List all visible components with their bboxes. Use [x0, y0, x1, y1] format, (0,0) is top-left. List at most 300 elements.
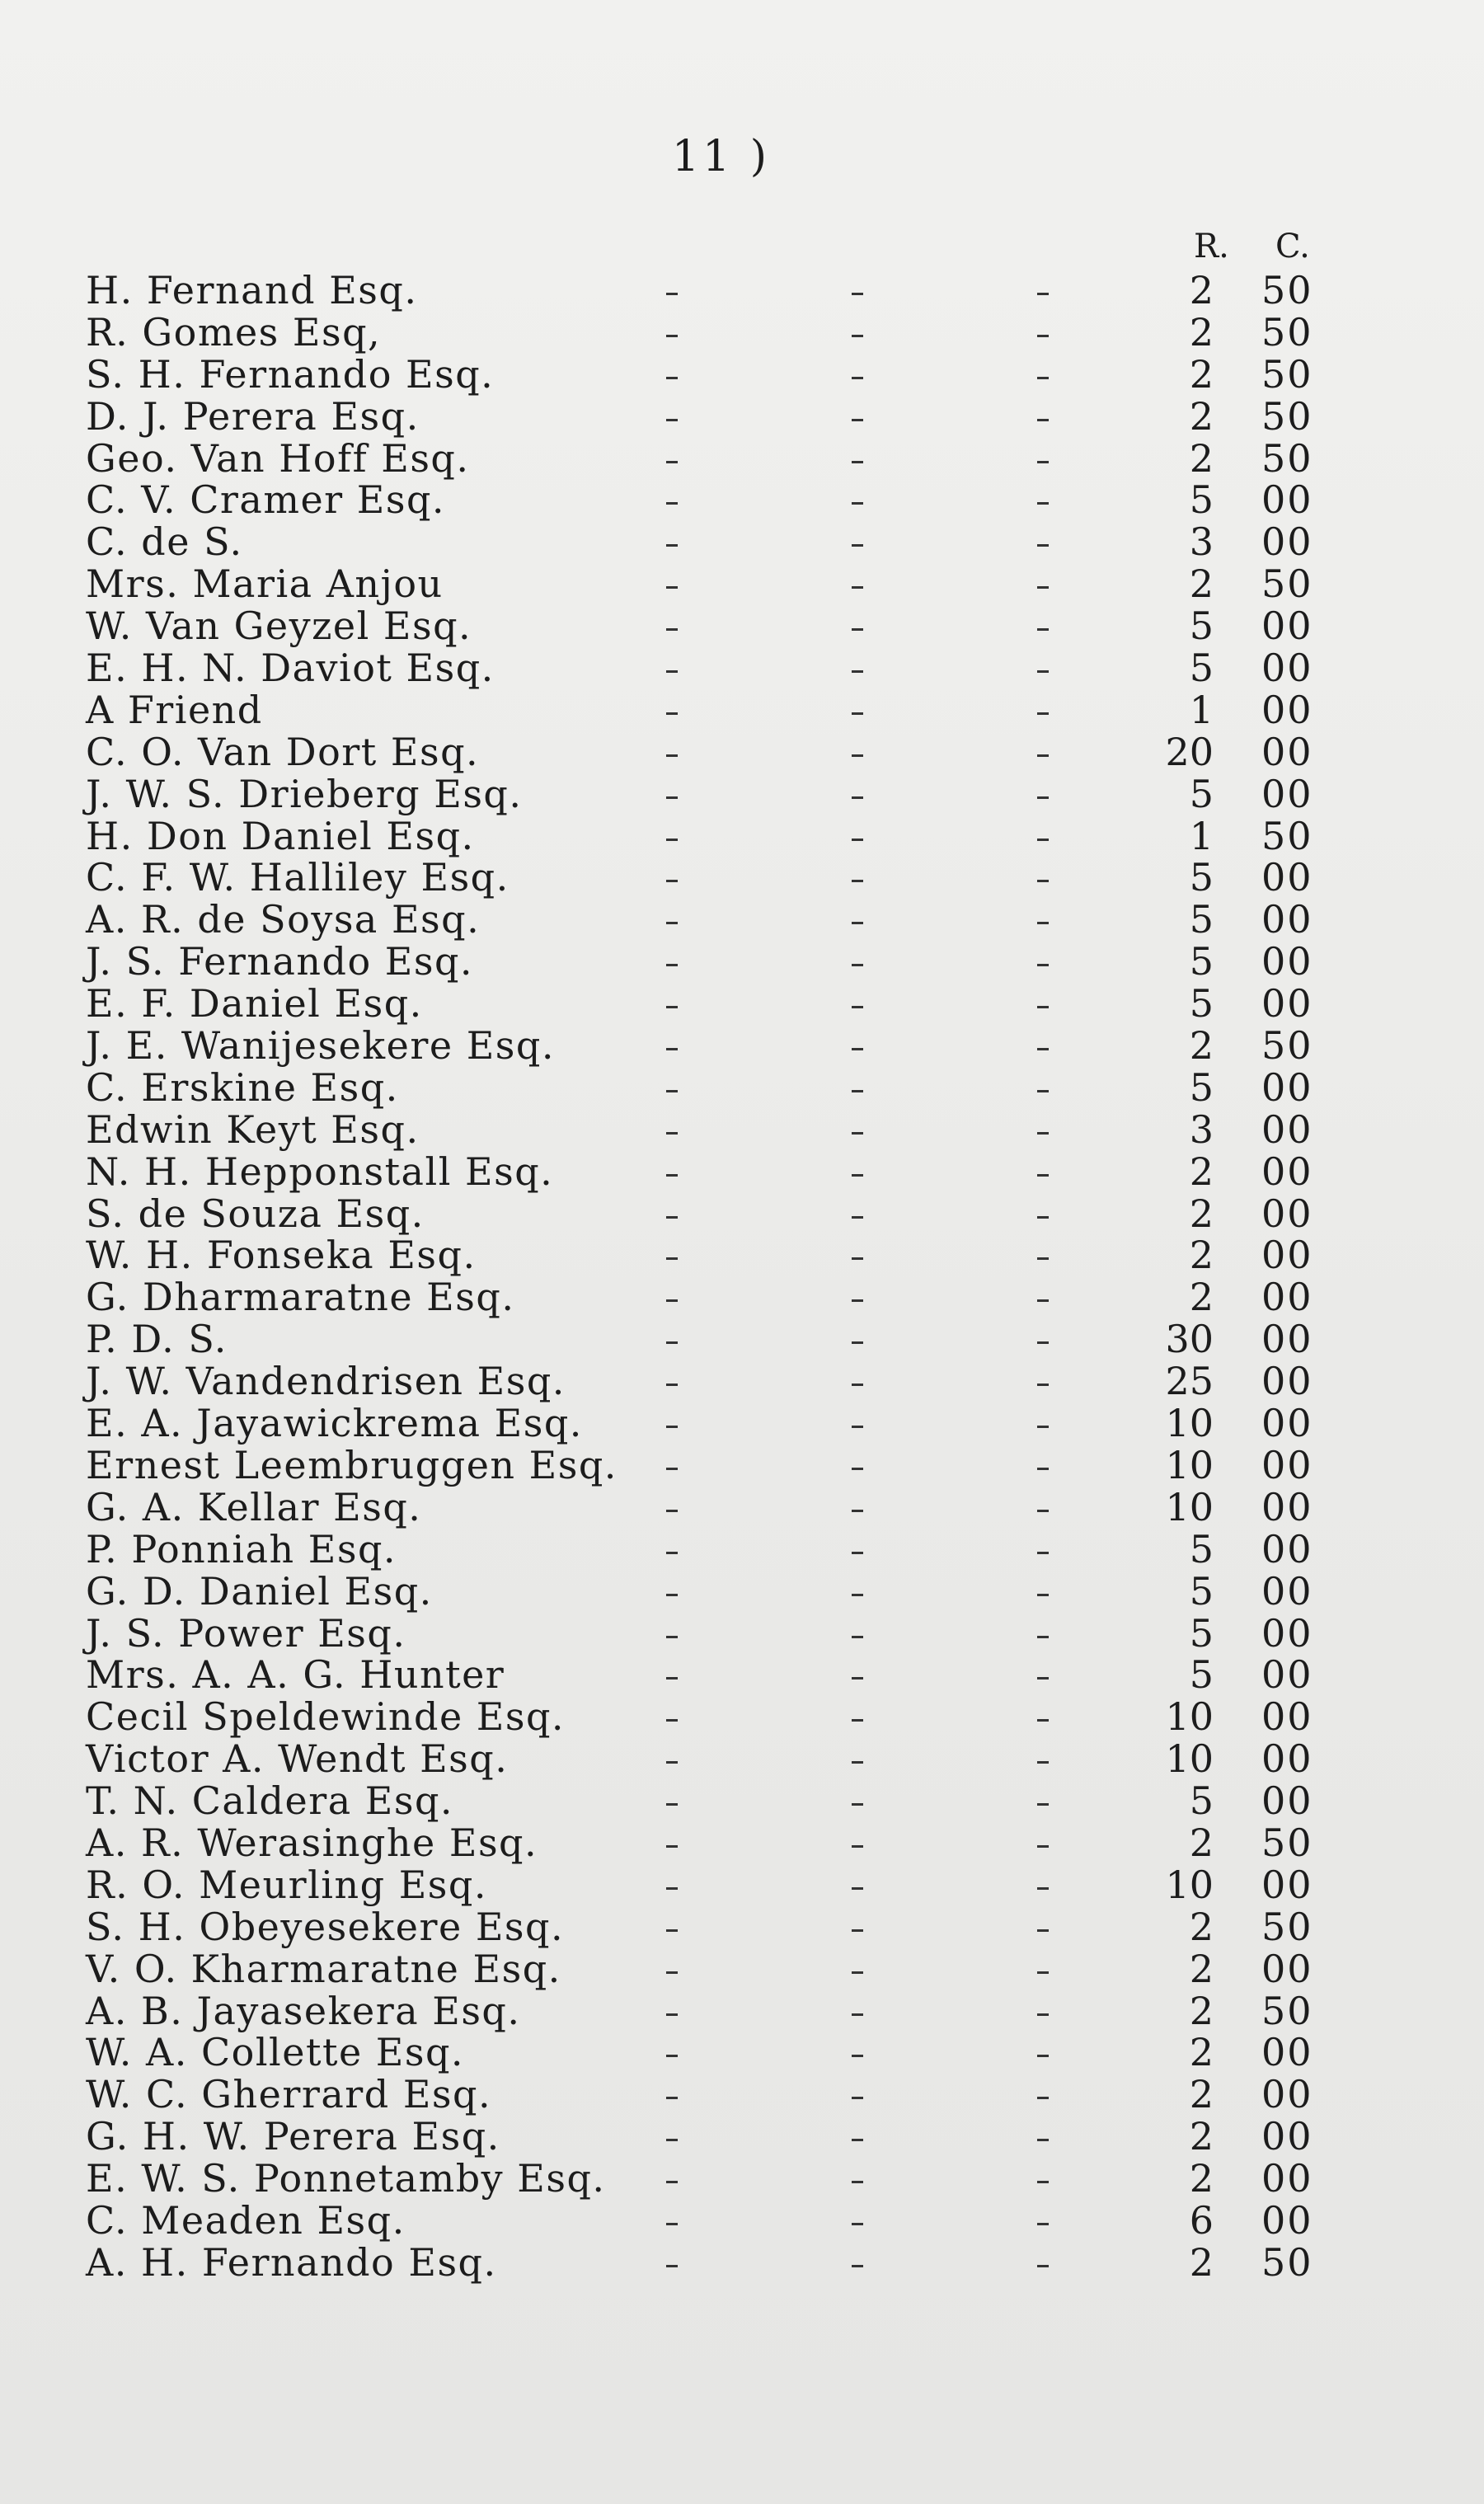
leader-dash [1037, 1636, 1049, 1638]
subscriber-name: Mrs. A. A. G. Hunter [86, 1652, 505, 1698]
rupees-amount: 5 [1189, 604, 1214, 649]
leader-dash [1037, 1468, 1049, 1470]
rupees-amount: 10 [1165, 1442, 1214, 1487]
leader-dash [666, 586, 678, 589]
cents-amount: 00 [1261, 2072, 1313, 2117]
cents-amount: 50 [1261, 268, 1313, 312]
leader-dash [666, 964, 678, 966]
subscriber-name: C. Meaden Esq. [86, 2197, 406, 2243]
rupees-amount: 5 [1189, 1526, 1214, 1571]
leader-dash [1037, 922, 1049, 924]
list-item [0, 1738, 1484, 1780]
leader-dash [1037, 1048, 1049, 1050]
leader-dash [666, 2181, 678, 2183]
leader-dash [852, 1510, 863, 1512]
leader-dash [852, 922, 863, 924]
list-item [0, 1025, 1484, 1067]
leader-dash [666, 796, 678, 799]
cents-amount: 00 [1261, 1442, 1313, 1487]
rupees-amount: 2 [1189, 2030, 1214, 2075]
leader-dash [852, 1341, 863, 1344]
leader-dash [852, 1552, 863, 1554]
leader-dash [852, 586, 863, 589]
rupees-amount: 5 [1189, 477, 1214, 523]
subscriber-name: W. H. Fonseka Esq. [86, 1233, 477, 1278]
list-item [0, 309, 1484, 355]
rupees-amount: 6 [1189, 2197, 1214, 2243]
subscriber-name: E. W. S. Ponnetamby Esq. [86, 2156, 606, 2201]
cents-amount: 00 [1261, 1275, 1313, 1320]
subscriber-name: H. Fernand Esq. [86, 268, 418, 312]
leader-dash [852, 335, 863, 337]
cents-amount: 00 [1261, 1526, 1313, 1571]
list-item [0, 1402, 1484, 1445]
leader-dash [1037, 1384, 1049, 1386]
leader-dash [852, 1845, 863, 1848]
list-item [0, 1106, 1484, 1152]
subscriber-name: E. H. N. Daviot Esq. [86, 646, 495, 691]
leader-dash [1037, 1845, 1049, 1848]
cents-amount: 50 [1261, 309, 1313, 355]
rupees-amount: 2 [1189, 435, 1214, 481]
leader-dash [666, 1174, 678, 1177]
leader-dash [666, 1341, 678, 1344]
subscriber-name: Mrs. Maria Anjou [86, 561, 444, 607]
list-item [0, 1864, 1484, 1906]
list-item [0, 2116, 1484, 2158]
leader-dash [666, 1510, 678, 1512]
leader-dash [1037, 461, 1049, 463]
leader-dash [852, 964, 863, 966]
subscriber-name: H. Don Daniel Esq. [86, 813, 475, 858]
leader-dash [852, 1426, 863, 1428]
rupees-amount: 2 [1189, 561, 1214, 607]
rupees-amount: 2 [1189, 309, 1214, 355]
subscriber-name: W. A. Collette Esq. [86, 2030, 465, 2075]
subscriber-name: E. F. Daniel Esq. [86, 981, 423, 1026]
rupees-amount: 2 [1189, 2239, 1214, 2285]
leader-dash [666, 670, 678, 673]
rupees-amount: 3 [1189, 1106, 1214, 1152]
subscriber-name: J. S. Fernando Esq. [86, 939, 474, 984]
subscriber-name: N. H. Hepponstall Esq. [86, 1149, 554, 1194]
subscriber-name: A. R. de Soysa Esq. [86, 897, 481, 942]
leader-dash [852, 1929, 863, 1932]
leader-dash [852, 1216, 863, 1219]
leader-dash [852, 1719, 863, 1722]
leader-dash [1037, 2097, 1049, 2099]
rupees-amount: 2 [1189, 1820, 1214, 1865]
list-item [0, 1948, 1484, 1990]
cents-amount: 00 [1261, 1064, 1313, 1110]
leader-dash [666, 1048, 678, 1050]
leader-dash [852, 544, 863, 547]
list-item [0, 1442, 1484, 1487]
leader-dash [666, 1719, 678, 1722]
leader-dash [852, 1971, 863, 1974]
subscriber-name: Ernest Leembruggen Esq. [86, 1442, 618, 1487]
leader-dash [1037, 1887, 1049, 1890]
rupees-amount: 5 [1189, 855, 1214, 900]
rupees-amount: 25 [1165, 1359, 1214, 1404]
leader-dash [852, 2055, 863, 2057]
rupees-amount: 2 [1189, 1904, 1214, 1949]
leader-dash [1037, 1299, 1049, 1302]
leader-dash [852, 1636, 863, 1638]
leader-dash [1037, 1510, 1049, 1512]
subscriber-name: C. V. Cramer Esq. [86, 477, 446, 523]
rupees-amount: 30 [1165, 1317, 1214, 1362]
cents-amount: 50 [1261, 2239, 1313, 2285]
leader-dash [1037, 377, 1049, 379]
cents-amount: 00 [1261, 1484, 1313, 1529]
subscriber-name: R. O. Meurling Esq. [86, 1862, 487, 1907]
cents-amount: 00 [1261, 1778, 1313, 1824]
cents-amount: 00 [1261, 1652, 1313, 1698]
leader-dash [1037, 1719, 1049, 1722]
rupees-amount: 5 [1189, 1652, 1214, 1698]
cents-amount: 50 [1261, 561, 1313, 607]
rupees-amount: 10 [1165, 1736, 1214, 1782]
subscriber-name: A. R. Werasinghe Esq. [86, 1820, 538, 1865]
subscriber-name: A. B. Jayasekera Esq. [86, 1988, 521, 2033]
cents-amount: 00 [1261, 1694, 1313, 1740]
rupees-amount: 5 [1189, 981, 1214, 1026]
subscriber-name: T. N. Caldera Esq. [86, 1778, 454, 1824]
cents-amount: 00 [1261, 1359, 1313, 1404]
cents-amount: 50 [1261, 1820, 1313, 1865]
leader-dash [1037, 1216, 1049, 1219]
leader-dash [666, 2097, 678, 2099]
list-item [0, 1906, 1484, 1948]
subscriber-name: S. de Souza Esq. [86, 1191, 425, 1236]
rupees-amount: 1 [1189, 687, 1214, 732]
list-item [0, 270, 1484, 312]
rupees-column-header: R. [1194, 228, 1229, 265]
rupees-amount: 2 [1189, 1149, 1214, 1194]
leader-dash [852, 1299, 863, 1302]
rupees-amount: 10 [1165, 1401, 1214, 1446]
subscriber-name: W. Van Geyzel Esq. [86, 604, 472, 649]
list-item [0, 1484, 1484, 1529]
rupees-amount: 2 [1189, 1946, 1214, 1991]
list-item [0, 1780, 1484, 1822]
rupees-amount: 2 [1189, 268, 1214, 312]
subscriber-name: A. H. Fernando Esq. [86, 2239, 497, 2285]
cents-amount: 00 [1261, 1106, 1313, 1152]
list-item [0, 857, 1484, 899]
subscriber-name: E. A. Jayawickrema Esq. [86, 1401, 583, 1446]
subscriber-name: S. H. Fernando Esq. [86, 351, 495, 397]
leader-dash [1037, 1257, 1049, 1260]
list-item [0, 1360, 1484, 1402]
subscriber-name: G. A. Kellar Esq. [86, 1484, 422, 1529]
list-item [0, 2158, 1484, 2200]
leader-dash [1037, 2181, 1049, 2183]
list-item [0, 1654, 1484, 1696]
list-item [0, 941, 1484, 983]
rupees-amount: 2 [1189, 1191, 1214, 1236]
leader-dash [1037, 2013, 1049, 2016]
cents-amount: 00 [1261, 1862, 1313, 1907]
list-item [0, 773, 1484, 815]
cents-amount: 00 [1261, 1736, 1313, 1782]
subscriber-name: Victor A. Wendt Esq. [86, 1736, 509, 1782]
leader-dash [1037, 2139, 1049, 2141]
leader-dash [852, 1048, 863, 1050]
list-item [0, 435, 1484, 481]
rupees-amount: 10 [1165, 1484, 1214, 1529]
list-item [0, 647, 1484, 689]
leader-dash [666, 1803, 678, 1806]
cents-amount: 50 [1261, 351, 1313, 397]
leader-dash [666, 880, 678, 882]
cents-column-header: C. [1275, 228, 1310, 265]
rupees-amount: 2 [1189, 1988, 1214, 2033]
cents-amount: 00 [1261, 477, 1313, 523]
subscriber-name: J. W. Vandendrisen Esq. [86, 1359, 566, 1404]
subscriber-name: R. Gomes Esq, [86, 309, 382, 355]
leader-dash [1037, 754, 1049, 757]
leader-dash [852, 1468, 863, 1470]
leader-dash [1037, 586, 1049, 589]
leader-dash [852, 2097, 863, 2099]
leader-dash [666, 1257, 678, 1260]
list-item [0, 521, 1484, 563]
list-item [0, 1696, 1484, 1738]
leader-dash [666, 1761, 678, 1764]
leader-dash [666, 1090, 678, 1092]
leader-dash [666, 2013, 678, 2016]
leader-dash [852, 377, 863, 379]
rupees-amount: 2 [1189, 1233, 1214, 1278]
cents-amount: 00 [1261, 2156, 1313, 2201]
subscriber-name: Cecil Speldewinde Esq. [86, 1694, 566, 1740]
list-item [0, 983, 1484, 1025]
leader-dash [852, 2013, 863, 2016]
rupees-amount: 5 [1189, 1568, 1214, 1614]
leader-dash [666, 1677, 678, 1680]
leader-dash [1037, 839, 1049, 841]
leader-dash [666, 628, 678, 631]
leader-dash [852, 1677, 863, 1680]
cents-amount: 00 [1261, 1401, 1313, 1446]
cents-amount: 00 [1261, 1149, 1313, 1194]
leader-dash [1037, 2055, 1049, 2057]
leader-dash [852, 839, 863, 841]
leader-dash [1037, 1426, 1049, 1428]
leader-dash [1037, 712, 1049, 715]
leader-dash [852, 1174, 863, 1177]
subscriber-name: G. D. Daniel Esq. [86, 1568, 433, 1614]
list-item [0, 1276, 1484, 1318]
leader-dash [666, 2055, 678, 2057]
leader-dash [666, 2223, 678, 2225]
list-item [0, 1610, 1484, 1656]
cents-amount: 00 [1261, 855, 1313, 900]
subscription-list [0, 270, 1484, 2284]
cents-amount: 00 [1261, 1191, 1313, 1236]
leader-dash [666, 1299, 678, 1302]
leader-dash [666, 1887, 678, 1890]
leader-dash [1037, 419, 1049, 421]
cents-amount: 50 [1261, 393, 1313, 439]
rupees-amount: 5 [1189, 1610, 1214, 1656]
subscriber-name: P. Ponniah Esq. [86, 1526, 397, 1571]
list-item [0, 731, 1484, 773]
leader-dash [666, 754, 678, 757]
rupees-amount: 3 [1189, 519, 1214, 565]
leader-dash [666, 922, 678, 924]
list-item [0, 1318, 1484, 1360]
leader-dash [852, 461, 863, 463]
leader-dash [666, 1552, 678, 1554]
rupees-amount: 1 [1189, 813, 1214, 858]
cents-amount: 00 [1261, 897, 1313, 942]
leader-dash [666, 1636, 678, 1638]
leader-dash [1037, 1341, 1049, 1344]
subscriber-name: A Friend [86, 687, 263, 732]
cents-amount: 00 [1261, 1610, 1313, 1656]
list-item [0, 899, 1484, 941]
list-item [0, 605, 1484, 647]
list-item [0, 351, 1484, 397]
cents-amount: 00 [1261, 1568, 1313, 1614]
leader-dash [666, 544, 678, 547]
leader-dash [1037, 1929, 1049, 1932]
cents-amount: 00 [1261, 1317, 1313, 1362]
subscriber-name: C. de S. [86, 519, 243, 565]
list-item [0, 689, 1484, 731]
cents-amount: 00 [1261, 1946, 1313, 1991]
leader-dash [666, 1384, 678, 1386]
rupees-amount: 10 [1165, 1694, 1214, 1740]
subscriber-name: J. W. S. Drieberg Esq. [86, 771, 523, 816]
leader-dash [852, 2265, 863, 2267]
cents-amount: 00 [1261, 519, 1313, 565]
leader-dash [666, 293, 678, 295]
leader-dash [1037, 2223, 1049, 2225]
cents-amount: 00 [1261, 646, 1313, 691]
leader-dash [666, 2265, 678, 2267]
subscriber-name: Geo. Van Hoff Esq. [86, 435, 470, 481]
cents-amount: 50 [1261, 1023, 1313, 1069]
subscriber-name: D. J. Perera Esq. [86, 393, 420, 439]
list-item [0, 1990, 1484, 2032]
leader-dash [666, 335, 678, 337]
leader-dash [1037, 1761, 1049, 1764]
cents-amount: 00 [1261, 1233, 1313, 1278]
leader-dash [666, 1594, 678, 1596]
leader-dash [666, 461, 678, 463]
cents-amount: 50 [1261, 1904, 1313, 1949]
leader-dash [1037, 1552, 1049, 1554]
cents-amount: 00 [1261, 729, 1313, 774]
page-number: 11 ) [672, 132, 770, 181]
leader-dash [1037, 1132, 1049, 1135]
list-item [0, 393, 1484, 439]
leader-dash [1037, 1090, 1049, 1092]
leader-dash [852, 712, 863, 715]
list-item [0, 479, 1484, 521]
leader-dash [852, 293, 863, 295]
rupees-amount: 2 [1189, 2114, 1214, 2159]
leader-dash [852, 796, 863, 799]
leader-dash [666, 1006, 678, 1008]
cents-amount: 00 [1261, 2197, 1313, 2243]
cents-amount: 00 [1261, 2030, 1313, 2075]
leader-dash [1037, 293, 1049, 295]
leader-dash [852, 880, 863, 882]
subscriber-name: G. Dharmaratne Esq. [86, 1275, 515, 1320]
list-item [0, 563, 1484, 605]
leader-dash [852, 1887, 863, 1890]
rupees-amount: 2 [1189, 1275, 1214, 1320]
list-item [0, 1151, 1484, 1193]
rupees-amount: 2 [1189, 2156, 1214, 2201]
rupees-amount: 5 [1189, 1778, 1214, 1824]
cents-amount: 50 [1261, 1988, 1313, 2033]
leader-dash [666, 1132, 678, 1135]
list-item [0, 1568, 1484, 1614]
list-item [0, 1234, 1484, 1276]
rupees-amount: 5 [1189, 646, 1214, 691]
leader-dash [666, 1845, 678, 1848]
subscriber-name: C. F. W. Halliley Esq. [86, 855, 510, 900]
leader-dash [1037, 1594, 1049, 1596]
subscriber-name: C. O. Van Dort Esq. [86, 729, 480, 774]
leader-dash [1037, 335, 1049, 337]
leader-dash [666, 2139, 678, 2141]
subscriber-name: J. E. Wanijesekere Esq. [86, 1023, 555, 1069]
list-item [0, 815, 1484, 857]
list-item [0, 2239, 1484, 2285]
leader-dash [852, 2223, 863, 2225]
list-item [0, 1822, 1484, 1864]
leader-dash [852, 2181, 863, 2183]
subscriber-name: W. C. Gherrard Esq. [86, 2072, 492, 2117]
subscriber-name: V. O. Kharmaratne Esq. [86, 1946, 561, 1991]
leader-dash [852, 419, 863, 421]
leader-dash [852, 1761, 863, 1764]
cents-amount: 50 [1261, 435, 1313, 481]
leader-dash [1037, 2265, 1049, 2267]
list-item [0, 2074, 1484, 2116]
leader-dash [852, 1803, 863, 1806]
leader-dash [852, 1384, 863, 1386]
rupees-amount: 20 [1165, 729, 1214, 774]
leader-dash [1037, 796, 1049, 799]
subscriber-name: J. S. Power Esq. [86, 1610, 406, 1656]
rupees-amount: 2 [1189, 2072, 1214, 2117]
leader-dash [852, 1090, 863, 1092]
leader-dash [852, 1594, 863, 1596]
leader-dash [666, 839, 678, 841]
leader-dash [852, 1006, 863, 1008]
leader-dash [1037, 964, 1049, 966]
leader-dash [852, 2139, 863, 2141]
rupees-amount: 10 [1165, 1862, 1214, 1907]
list-item [0, 1526, 1484, 1571]
subscriber-name: P. D. S. [86, 1317, 228, 1362]
leader-dash [1037, 502, 1049, 505]
leader-dash [666, 712, 678, 715]
rupees-amount: 2 [1189, 393, 1214, 439]
leader-dash [666, 502, 678, 505]
leader-dash [852, 1132, 863, 1135]
list-item [0, 2197, 1484, 2243]
leader-dash [666, 377, 678, 379]
